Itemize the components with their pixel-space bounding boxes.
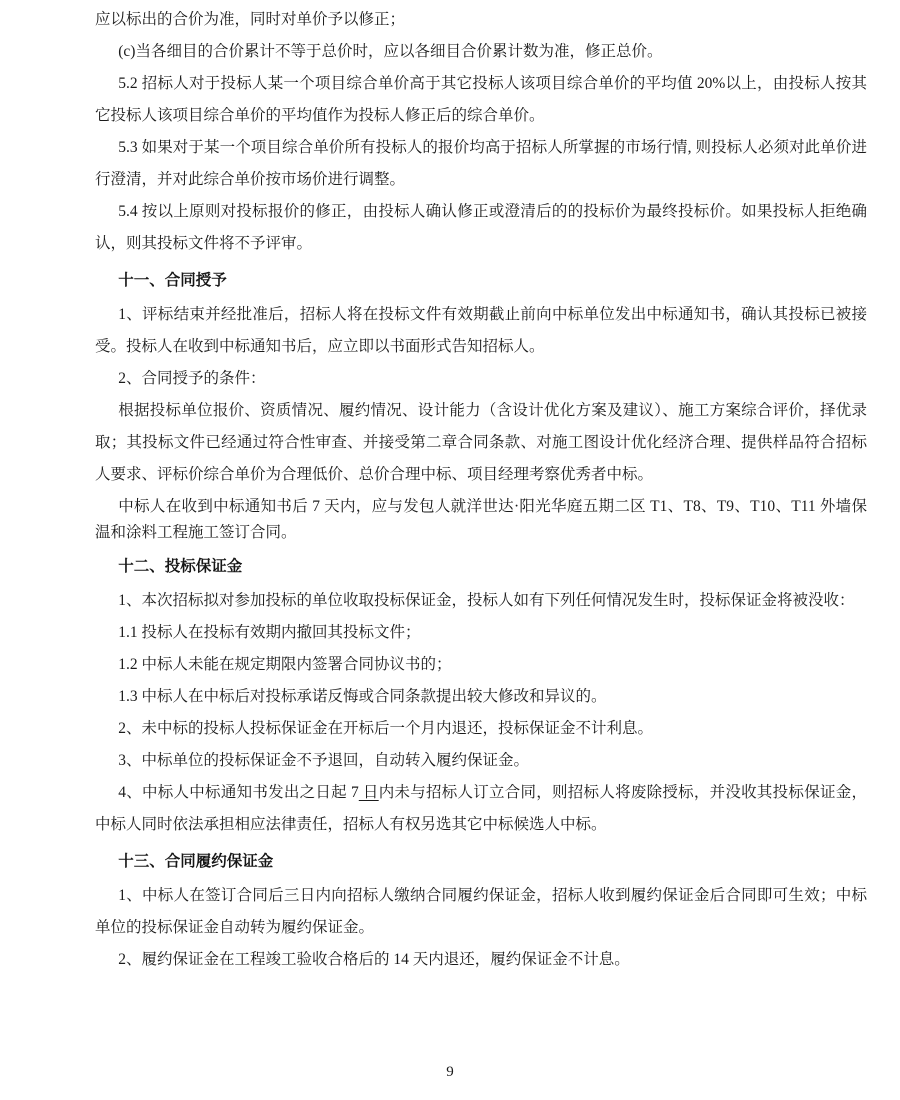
carryover-line: 应以标出的合价为准，同时对单价予以修正；	[95, 11, 406, 28]
section-12-item-4-post: 内未与招标人订立合同，则招标人将废除授标，并没收其投标保证金，中标人同时依法承担相应法律责任，招标人有权另选其它中标候选人中标。	[95, 784, 867, 833]
clause-5-4: 5.4 按以上原则对投标报价的修正，由投标人确认修正或澄清后的的投标价为最终投标价。如果投标人拒绝确认，则其投标文件将不予评审。	[95, 203, 867, 252]
section-12-item-4	[95, 777, 867, 841]
section-12-item-3: 3、中标单位的投标保证金不予退回，自动转入履约保证金。	[118, 752, 530, 769]
section-11-item-2-detail: 根据投标单位报价、资质情况、履约情况、设计能力（含设计优化方案及建议）、施工方案综合评价，择优录取；其投标文件已经通过符合性审查、并接受第二章合同条款、对施工图设计优化经济合理、提供样品符合招标人要求、评标价综合单价为合理低价、总价合理中标、项目经理考察优秀者中标。	[95, 402, 867, 483]
section-12-item-4-pre: 4、中标人中标通知书发出之日起 7	[118, 784, 359, 801]
section-12-item-1: 1、本次招标拟对参加投标的单位收取投标保证金，投标人如有下列任何情况发生时，投标保证金将被没收：	[118, 592, 855, 609]
section-12-item-1-1: 1.1 投标人在投标有效期内撤回其投标文件；	[118, 624, 421, 641]
section-11-heading: 十一、合同授予	[118, 272, 227, 289]
section-11-item-1: 1、评标结束并经批准后，招标人将在投标文件有效期截止前向中标单位发出中标通知书，确认其投标已被接受。投标人在收到中标通知书后，应立即以书面形式告知招标人。	[95, 306, 867, 355]
section-11-item-2: 2、合同授予的条件：	[118, 370, 266, 387]
clause-5-2: 5.2 招标人对于投标人某一个项目综合单价高于其它投标人该项目综合单价的平均值 20%以上，由投标人按其它投标人该项目综合单价的平均值作为投标人修正后的综合单价。	[95, 75, 867, 124]
section-12-item-2: 2、未中标的投标人投标保证金在开标后一个月内退还，投标保证金不计利息。	[118, 720, 654, 737]
clause-5-3: 5.3 如果对于某一个项目综合单价所有投标人的报价均高于招标人所掌握的市场行情, 则投标人必须对此单价进行澄清，并对此综合单价按市场价进行调整。	[95, 139, 867, 188]
section-12-item-4-underlined: 日	[358, 784, 379, 801]
section-13-item-1: 1、中标人在签订合同后三日内向招标人缴纳合同履约保证金，招标人收到履约保证金后合同即可生效；中标单位的投标保证金自动转为履约保证金。	[95, 887, 867, 936]
section-12-item-1-2: 1.2 中标人未能在规定期限内签署合同协议书的；	[118, 656, 452, 673]
section-12-item-1-3: 1.3 中标人在中标后对投标承诺反悔或合同条款提出较大修改和异议的。	[118, 688, 607, 705]
clause-c: (c)当各细目的合价累计不等于总价时，应以各细目合价累计数为准，修正总价。	[118, 43, 663, 60]
section-13-item-2: 2、履约保证金在工程竣工验收合格后的 14 天内退还，履约保证金不计息。	[118, 951, 630, 968]
document-body	[95, 4, 867, 976]
section-11-item-3: 中标人在收到中标通知书后 7 天内，应与发包人就洋世达·阳光华庭五期二区 T1、T8、T9、T10、T11 外墙保温和涂料工程施工签订合同。	[95, 498, 867, 541]
page-number: 9	[446, 1064, 454, 1080]
section-12-heading: 十二、投标保证金	[118, 558, 243, 575]
section-13-heading: 十三、合同履约保证金	[118, 853, 274, 870]
